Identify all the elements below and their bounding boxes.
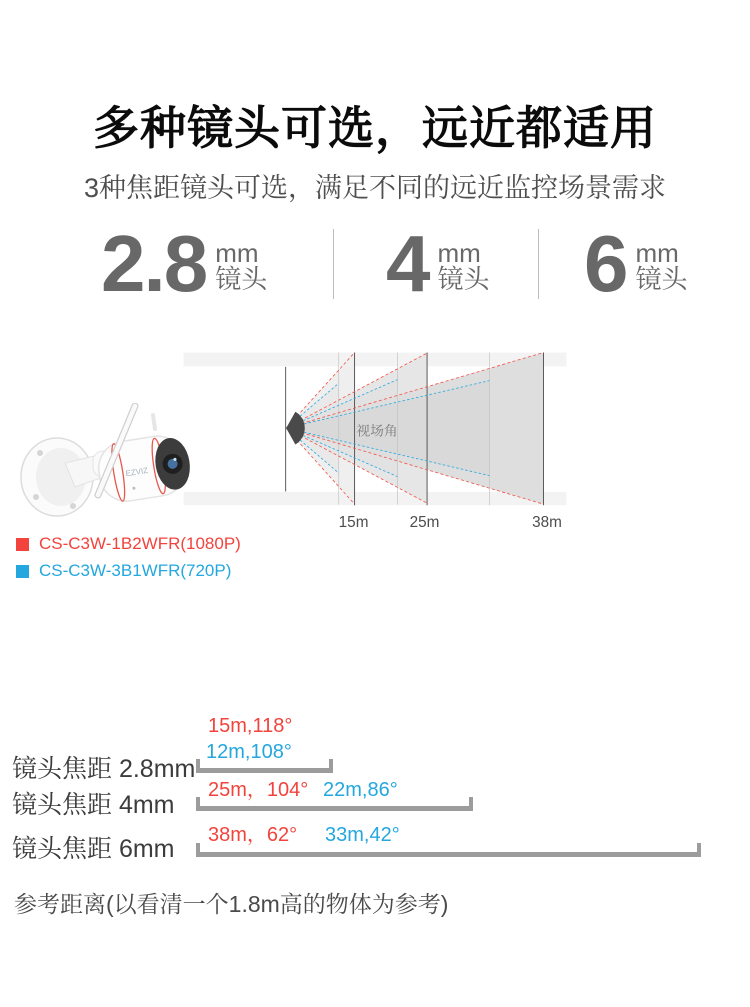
legend-model-label: CS-C3W-3B1WFR(720P) bbox=[39, 561, 232, 580]
lens-label: 镜头 bbox=[635, 264, 688, 294]
lens-value: 4 bbox=[386, 219, 429, 308]
lens-unit: mm bbox=[635, 238, 679, 268]
lens-value: 6 bbox=[584, 219, 627, 308]
legend-swatch-blue bbox=[16, 565, 29, 578]
camera-brand-logo: EZVIZ bbox=[124, 465, 149, 479]
page-subtitle: 3种焦距镜头可选，满足不同的远近监控场景需求 bbox=[83, 173, 666, 203]
range-bracket-2.8mm bbox=[196, 759, 333, 773]
lens-value: 2.8 bbox=[101, 219, 207, 308]
range-bracket-6mm bbox=[196, 843, 701, 857]
fov-value-blue-6mm: 33m,42° bbox=[325, 824, 400, 846]
lens-option-2.8mm bbox=[101, 219, 268, 308]
reference-note: 参考距离(以看清一个1.8m高的物体为参考) bbox=[14, 891, 449, 917]
fov-triangles bbox=[286, 353, 543, 505]
lens-unit: mm bbox=[437, 238, 481, 268]
fov-angle-label: 视场角 bbox=[356, 423, 398, 439]
legend-item-1080p bbox=[16, 536, 241, 552]
lens-divider bbox=[333, 229, 334, 299]
fov-value-blue-4mm: 22m,86° bbox=[323, 779, 398, 801]
lens-divider bbox=[538, 229, 539, 299]
distance-marker-25m: 25m bbox=[409, 514, 440, 532]
legend-model-label: CS-C3W-1B2WFR(1080P) bbox=[39, 534, 241, 553]
lens-label: 镜头 bbox=[215, 264, 268, 294]
lens-option-6mm bbox=[584, 219, 688, 308]
fov-value-red-2.8mm: 15m,118° bbox=[208, 715, 293, 737]
focal-row-label-2.8mm: 镜头焦距 2.8mm bbox=[12, 755, 196, 783]
fov-value-blue-2.8mm: 12m,108° bbox=[206, 741, 292, 763]
distance-marker-38m: 38m bbox=[532, 514, 562, 532]
lens-label: 镜头 bbox=[437, 264, 490, 294]
focal-row-label-4mm: 镜头焦距 4mm bbox=[12, 791, 175, 819]
fov-value-red-6mm: 38m，62° bbox=[208, 824, 298, 846]
focal-row-label-6mm: 镜头焦距 6mm bbox=[12, 835, 175, 863]
range-bracket-4mm bbox=[196, 797, 473, 811]
distance-marker-15m: 15m bbox=[338, 514, 369, 532]
legend-item-720p bbox=[16, 563, 231, 579]
camera-illustration bbox=[15, 403, 195, 535]
lens-option-4mm bbox=[386, 219, 490, 308]
lens-unit: mm bbox=[215, 238, 259, 268]
legend-swatch-red bbox=[16, 538, 29, 551]
fov-value-red-4mm: 25m，104° bbox=[208, 779, 309, 801]
page-title: 多种镜头可选，远近都适用 bbox=[93, 102, 657, 154]
